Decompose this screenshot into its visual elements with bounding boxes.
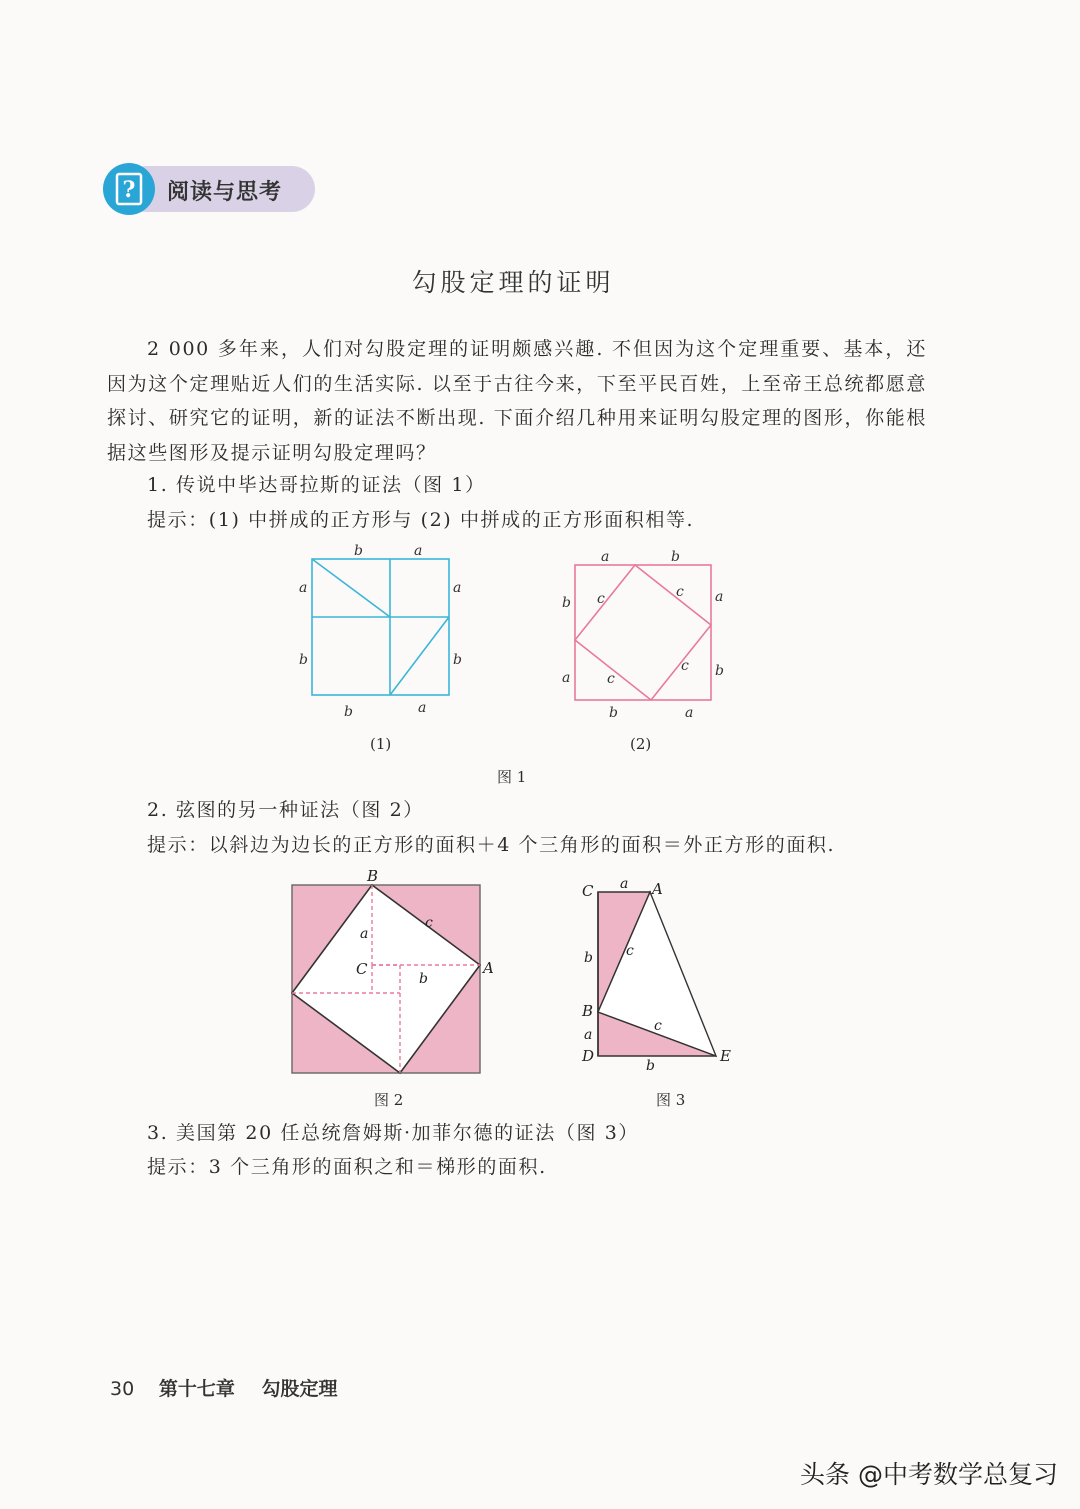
- watermark-text: 头条 @中考数学总复习: [800, 1460, 1058, 1489]
- chapter-title: 勾股定理: [261, 1378, 338, 1400]
- label-c: c: [607, 671, 615, 687]
- point-C: C: [356, 960, 368, 978]
- label-a: a: [584, 1027, 593, 1043]
- section-2-hint: 提示：以斜边为边长的正方形的面积＋4 个三角形的面积＝外正方形的面积.: [147, 834, 836, 856]
- figure-3-diagram: [570, 870, 750, 1080]
- section-badge: [103, 163, 317, 215]
- label-a: a: [418, 700, 427, 716]
- label-c: c: [425, 915, 433, 931]
- point-D: D: [582, 1047, 595, 1065]
- label-c: c: [654, 1018, 662, 1034]
- point-A: A: [652, 880, 663, 898]
- label-b: b: [609, 705, 618, 721]
- label-b: b: [419, 971, 428, 987]
- label-b: b: [562, 595, 571, 611]
- page-footer: [110, 1374, 337, 1401]
- label-b: b: [646, 1058, 655, 1074]
- intro-text: 2 000 多年来，人们对勾股定理的证明颇感兴趣. 不但因为这个定理重要、基本，还因为这个定理贴近人们的生活实际. 以至于古往今来，下至平民百姓，上至帝王总统都愿意探讨、研究它的证明，新的证法不断出现. 下面介绍几种用来证明勾股定理的图形，你能根据这些图形及提示证明勾股定理吗？: [107, 338, 927, 464]
- label-a: a: [685, 705, 694, 721]
- label-b: b: [354, 543, 363, 559]
- section-3-hint: 提示：3 个三角形的面积之和＝梯形的面积.: [147, 1156, 547, 1178]
- page-number: 30: [110, 1378, 135, 1400]
- label-b: b: [299, 652, 308, 668]
- figure-1-2-diagram: [555, 545, 735, 725]
- label-a: a: [299, 580, 308, 596]
- question-book-icon: [103, 163, 155, 215]
- label-c: c: [676, 584, 684, 600]
- figure-3-caption: 图 3: [656, 1091, 686, 1109]
- label-a: a: [414, 543, 423, 559]
- point-B: B: [367, 867, 379, 885]
- label-a: a: [453, 580, 462, 596]
- point-E: E: [720, 1047, 731, 1065]
- label-b: b: [715, 663, 724, 679]
- label-a: a: [620, 876, 629, 892]
- label-c: c: [681, 658, 689, 674]
- chapter-label: 第十七章: [158, 1378, 235, 1400]
- label-a: a: [562, 670, 571, 686]
- intro-paragraph: [107, 332, 927, 470]
- point-C: C: [582, 882, 594, 900]
- label-a: a: [715, 589, 724, 605]
- badge-label: 阅读与思考: [167, 180, 283, 205]
- article-title: 勾股定理的证明: [411, 268, 615, 297]
- figure-2-diagram: [285, 865, 510, 1080]
- label-c: c: [626, 943, 634, 959]
- figure-1-1-caption: (1): [370, 735, 392, 753]
- label-b: b: [671, 549, 680, 565]
- label-b: b: [344, 704, 353, 720]
- section-3-heading: 3. 美国第 20 任总统詹姆斯·加菲尔德的证法（图 3）: [147, 1122, 639, 1144]
- label-a: a: [360, 926, 369, 942]
- section-1-hint: 提示：(1) 中拼成的正方形与 (2) 中拼成的正方形面积相等.: [147, 509, 695, 531]
- figure-1-2-caption: (2): [630, 735, 652, 753]
- label-c: c: [597, 591, 605, 607]
- section-2-heading: 2. 弦图的另一种证法（图 2）: [147, 799, 424, 821]
- svg-text:?: ?: [122, 177, 136, 203]
- label-a: a: [601, 549, 610, 565]
- figure-1-caption: 图 1: [497, 768, 527, 786]
- label-b: b: [453, 652, 462, 668]
- point-B: B: [582, 1002, 594, 1020]
- figure-2-caption: 图 2: [374, 1091, 404, 1109]
- section-1-heading: 1. 传说中毕达哥拉斯的证法（图 1）: [147, 474, 486, 496]
- point-A: A: [483, 959, 494, 977]
- label-b: b: [584, 950, 593, 966]
- figure-1-1-diagram: [290, 540, 480, 720]
